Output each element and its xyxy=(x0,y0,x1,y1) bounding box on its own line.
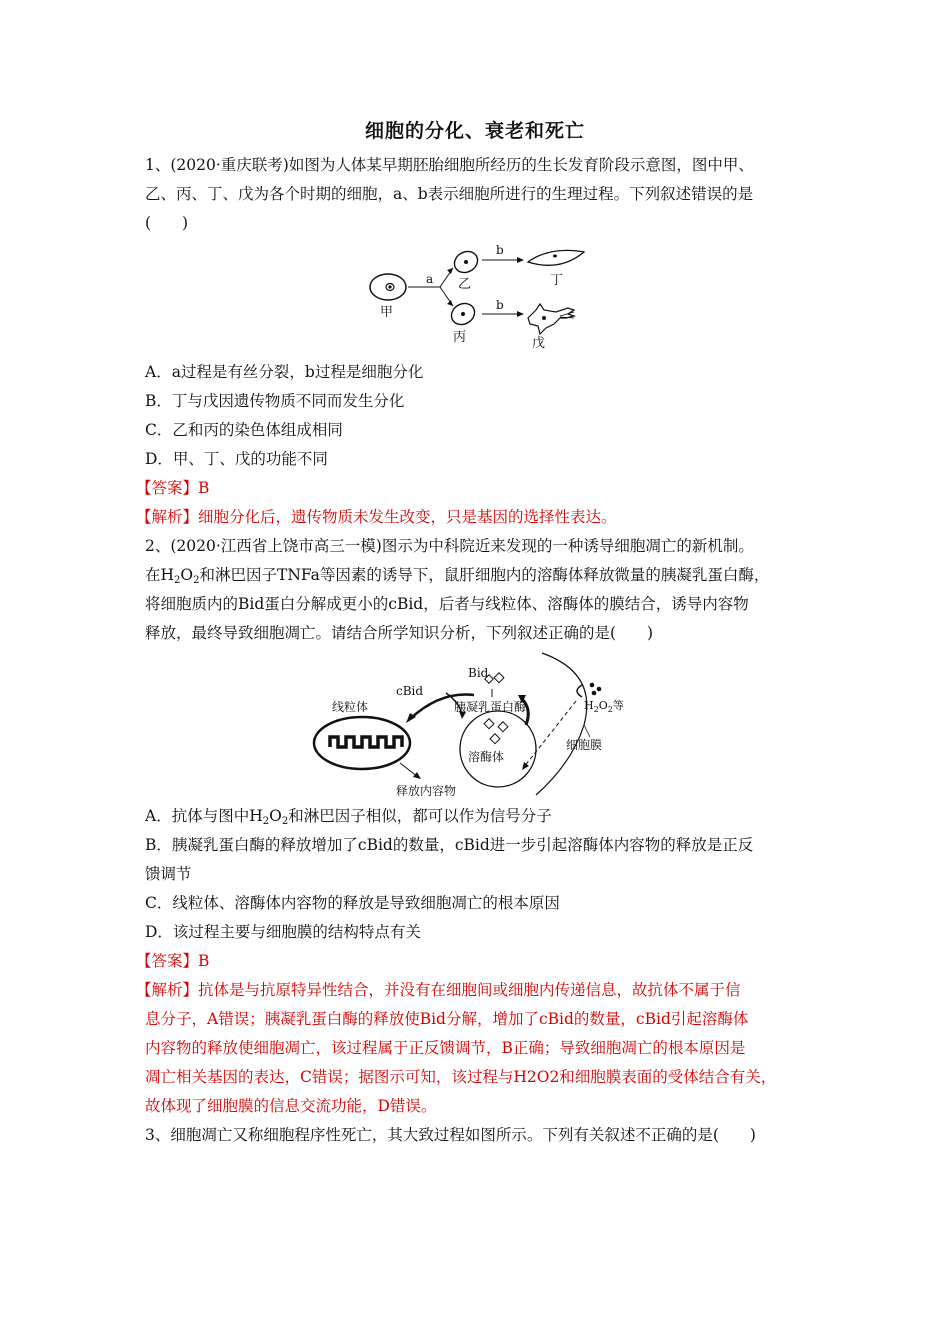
q2-option-c: C．线粒体、溶酶体内容物的释放是导致细胞凋亡的根本原因 xyxy=(145,894,560,912)
q1-answer xyxy=(136,478,816,498)
q1-analysis xyxy=(136,507,816,527)
q1-answer-label: 【答案】 xyxy=(136,479,199,497)
q1-option-b: B．丁与戊因遗传物质不同而发生分化 xyxy=(145,392,405,410)
q1-fig-label-wu: 戊 xyxy=(532,336,546,351)
q2-analysis-label: 【解析】 xyxy=(136,981,199,999)
q1-fig-label-b-bottom: b xyxy=(496,298,504,312)
q1-answer-value: B xyxy=(198,479,210,497)
q2-analysis-line-4: 凋亡相关基因的表达，C错误；据图示可知，该过程与H2O2和细胞膜表面的受体结合有关， xyxy=(145,1068,777,1086)
q1-analysis-text: 细胞分化后，遗传物质未发生改变，只是基因的选择性表达。 xyxy=(198,508,617,526)
q1-fig-label-bing: 丙 xyxy=(453,330,467,345)
q1-figure-cell-differentiation xyxy=(360,238,590,353)
q2-answer-label: 【答案】 xyxy=(136,952,199,970)
q2-analysis-line-2: 息分子，A错误；胰凝乳蛋白酶的释放使Bid分解，增加了cBid的数量，cBid引起溶酶体 xyxy=(145,1010,749,1028)
q2-fig-label-enzyme: 胰凝乳蛋白酶 xyxy=(454,700,527,714)
q2-figure-apoptosis-mechanism xyxy=(310,645,640,800)
q1-fig-label-ding: 丁 xyxy=(550,273,564,288)
q2-stem-line-1: 2、(2020·江西省上饶市高三一模)图示为中科院近来发现的一种诱导细胞凋亡的新机制。 xyxy=(145,537,754,555)
q2-fig-label-membrane: 细胞膜 xyxy=(566,738,603,752)
q1-option-d: D．甲、丁、戊的功能不同 xyxy=(145,450,328,468)
q2-answer-value: B xyxy=(198,952,210,970)
q1-fig-label-b-top: b xyxy=(496,243,504,257)
q1-option-a: A．a过程是有丝分裂，b过程是细胞分化 xyxy=(145,363,424,381)
page-title: 细胞的分化、衰老和死亡 xyxy=(364,120,585,142)
q1-fig-label-a: a xyxy=(426,272,434,286)
q2-answer xyxy=(136,951,816,971)
q1-analysis-label: 【解析】 xyxy=(136,508,199,526)
q2-fig-label-lysosome: 溶酶体 xyxy=(468,750,505,764)
q2-fig-label-mitochondrion: 线粒体 xyxy=(332,700,369,714)
q2-analysis-line-5: 故体现了细胞膜的信息交流功能，D错误。 xyxy=(145,1097,437,1115)
q2-option-d: D．该过程主要与细胞膜的结构特点有关 xyxy=(145,923,421,941)
q3-stem: 3、细胞凋亡又称细胞程序性死亡，其大致过程如图所示。下列有关叙述不正确的是( ) xyxy=(145,1126,756,1144)
q1-stem-line-1: 1、(2020·重庆联考)如图为人体某早期胚胎细胞所经历的生长发育阶段示意图，图中甲、 xyxy=(145,156,754,174)
q2-fig-label-cbid: cBid xyxy=(396,684,424,698)
q2-option-b-line-2: 馈调节 xyxy=(145,865,192,883)
q2-stem-line-4: 释放，最终导致细胞凋亡。请结合所学知识分析，下列叙述正确的是( ) xyxy=(145,624,654,642)
q2-stem-line-2: 在$H_2O_2$和淋巴因子TNFa等因素的诱导下，鼠肝细胞内的溶酶体释放微量的胰凝乳蛋白酶， xyxy=(145,566,770,586)
q2-analysis-line-3: 内容物的释放使细胞凋亡，该过程属于正反馈调节，B正确；导致细胞凋亡的根本原因是 xyxy=(145,1039,746,1057)
q2-stem-line-3: 将细胞质内的Bid蛋白分解成更小的cBid，后者与线粒体、溶酶体的膜结合，诱导内容物 xyxy=(145,595,749,613)
q2-fig-label-h2o2: $H_2O_2$等 xyxy=(584,699,624,714)
q2-option-a: A．抗体与图中$H_2O_2$和淋巴因子相似，都可以作为信号分子 xyxy=(145,807,552,827)
q1-fig-label-yi: 乙 xyxy=(458,277,472,292)
q2-fig-label-bid: Bid xyxy=(468,666,489,680)
q2-option-b-line-1: B．胰凝乳蛋白酶的释放增加了cBid的数量，cBid进一步引起溶酶体内容物的释放是正反 xyxy=(145,836,754,854)
q1-option-c: C．乙和丙的染色体组成相同 xyxy=(145,421,343,439)
q1-stem-line-2: 乙、丙、丁、戊为各个时期的细胞，a、b表示细胞所进行的生理过程。下列叙述错误的是 xyxy=(145,185,754,203)
q2-analysis-line-1: 【解析】抗体是与抗原特异性结合，并没有在细胞间或细胞内传递信息，故抗体不属于信 xyxy=(136,981,741,999)
q1-stem-line-3: ( ) xyxy=(145,214,189,232)
q1-fig-label-jia: 甲 xyxy=(380,305,394,320)
q2-fig-label-release: 释放内容物 xyxy=(396,784,457,798)
